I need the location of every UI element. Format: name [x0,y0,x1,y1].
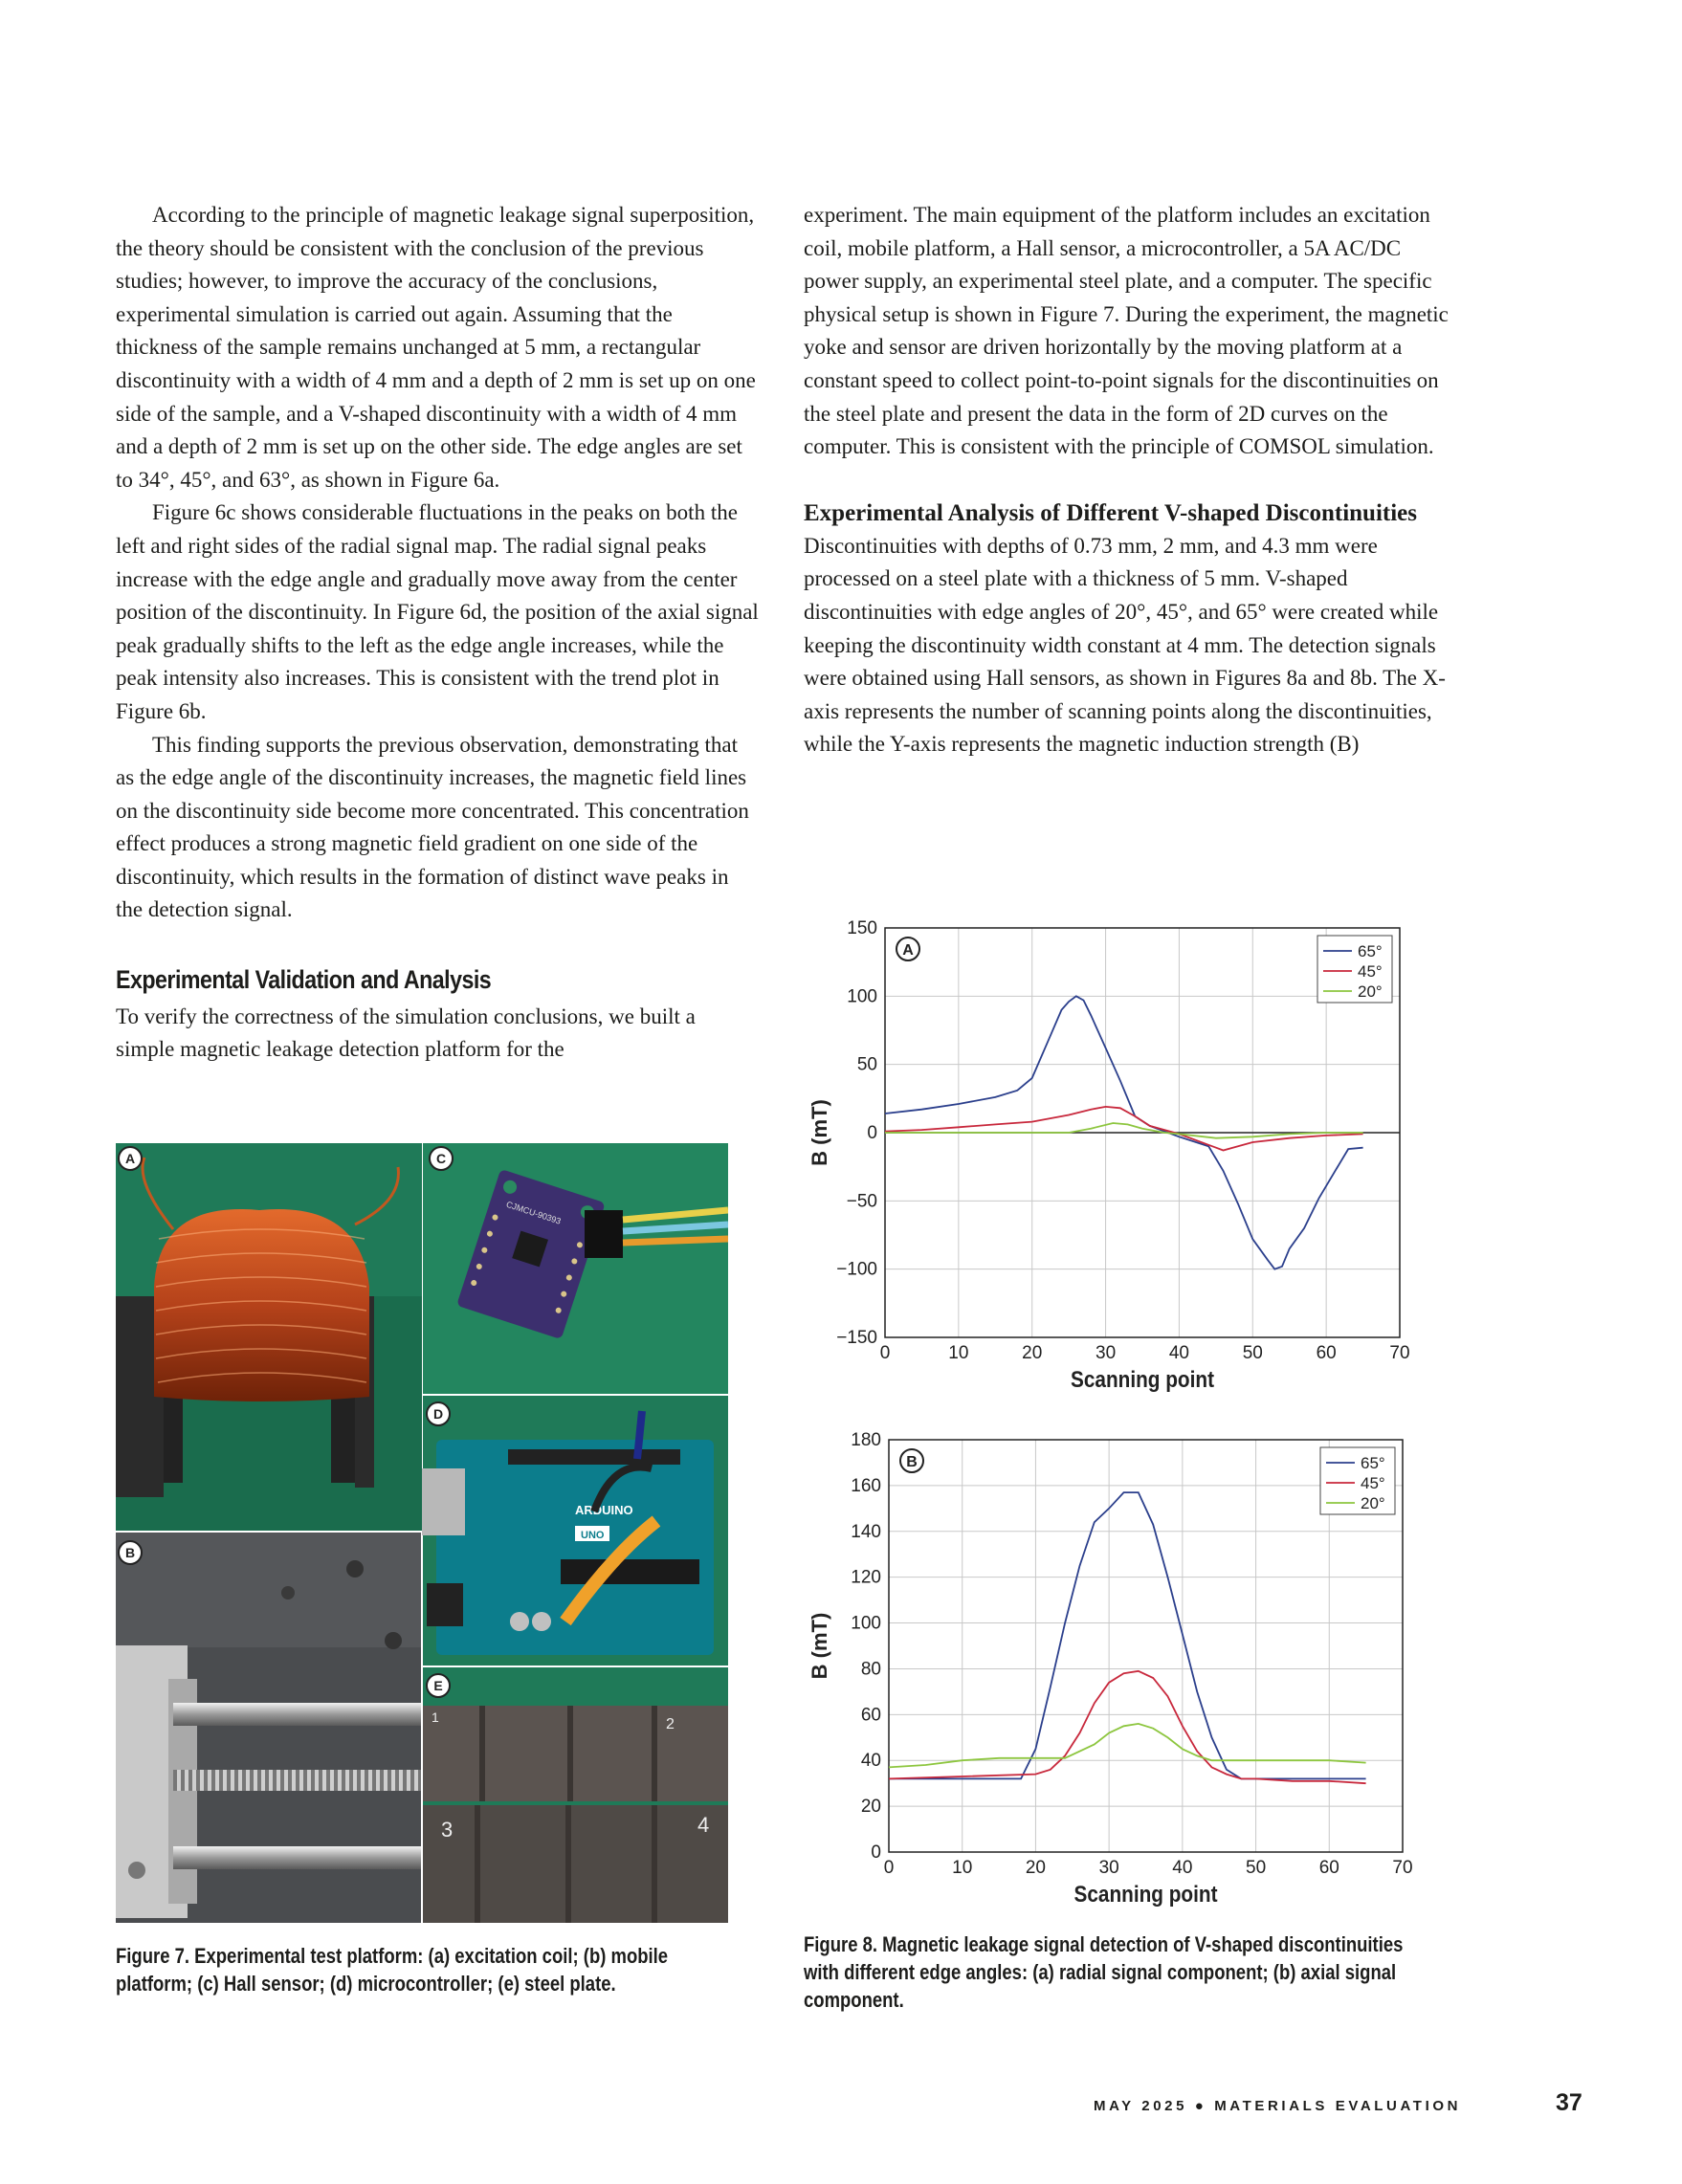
figure8-caption: Figure 8. Magnetic leakage signal detection of V-shaped discontinuities with different edge angles: (a) radial signal component; (b) axial signal component. [804,1932,1404,2012]
x-axis-label: Scanning point [1071,1367,1214,1393]
page-number: 37 [1556,2089,1582,2116]
x-axis-label: Scanning point [1073,1882,1218,1908]
y-tick-label: 60 [860,1705,881,1726]
body-paragraph: Discontinuities with depths of 0.73 mm, 2 mm, and 4.3 mm were processed on a steel plate with a thickness of 5 mm. V-shaped discontinuities with edge angles of 20°, 45°, and 65° were created while keeping the discontinuity width constant at 4 mm. The detection signals were obtained using Hall sensors, as shown in Figures 8a and 8b. The X-axis represents the number of scanning points along the discontinuities, while the Y-axis represents the magnetic induction strength (B) [804,533,1446,757]
legend-label: 20° [1361,1494,1385,1512]
y-axis-label: B (mT) [808,1612,831,1680]
x-tick-label: 70 [1389,1343,1410,1363]
y-tick-label: 100 [847,986,877,1007]
running-footer: MAY 2025 ● MATERIALS EVALUATION [1094,2098,1462,2114]
board-model: UNO [581,1530,605,1541]
series-line-20deg [885,1123,1363,1138]
y-axis-label: B (mT) [808,1099,831,1166]
series-line-45deg [889,1671,1366,1783]
y-tick-label: 0 [871,1842,881,1863]
y-tick-label: 120 [851,1567,881,1588]
series-line-45deg [885,1107,1363,1151]
legend-label: 65° [1361,1454,1385,1472]
board-label: ARDUINO [575,1503,633,1517]
series-line-65deg [889,1492,1366,1778]
legend-label: 65° [1358,942,1383,960]
legend-label: 45° [1361,1474,1385,1492]
y-tick-label: 80 [860,1659,881,1680]
panel-badge-d: D [432,1406,444,1422]
y-tick-label: 50 [856,1054,877,1075]
figure8a-chart [804,918,1426,1411]
body-paragraph: To verify the correctness of the simulation conclusions, we built a simple magnetic leakage detection platform for the [116,1004,696,1062]
figure7-photo-panel [116,1143,728,1923]
y-tick-label: 20 [860,1797,881,1818]
x-tick-label: 60 [1318,1858,1339,1878]
y-tick-label: 140 [851,1521,881,1542]
x-tick-label: 20 [1022,1343,1043,1363]
panel-badge-label: A [902,942,914,959]
x-tick-label: 10 [952,1858,973,1878]
panel-e-steel-plate-photo [423,1667,728,1923]
right-column [804,199,1458,761]
legend-label: 20° [1358,982,1383,1001]
x-tick-label: 40 [1172,1858,1193,1878]
legend-label: 45° [1358,962,1383,981]
x-tick-label: 30 [1098,1858,1119,1878]
y-tick-label: 150 [847,918,877,938]
body-paragraph: Figure 6c shows considerable fluctuations in the peaks on both the left and right sides of the radial signal map. The radial signal peaks increase with the edge angle and gradually move away from the center position of the discontinuity. In Figure 6d, the position of the axial signal peak gradually shifts to the left as the edge angle increases, while the peak intensity also increases. This is consistent with the trend plot in Figure 6b. [116,500,759,723]
y-tick-label: 180 [851,1430,881,1450]
subsection-heading: Experimental Analysis of Different V-shaped Discontinuities [804,499,1417,526]
panel-badge-c: C [435,1151,447,1166]
y-tick-label: 160 [851,1475,881,1496]
x-tick-label: 20 [1025,1858,1046,1878]
plate-number: 1 [432,1710,439,1725]
plate-number: 2 [666,1716,675,1732]
x-tick-label: 30 [1096,1343,1117,1363]
figure7-photos [116,1143,728,1923]
panel-badge-label: B [906,1454,918,1470]
left-column [116,199,759,1067]
x-tick-label: 0 [879,1343,891,1363]
body-paragraph: experiment. The main equipment of the platform includes an excitation coil, mobile platform, a Hall sensor, a microcontroller, a 5A AC/DC power supply, an experimental steel plate, and a computer. The specific physical setup is shown in Figure 7. During the experiment, the magnetic yoke and sensor are driven horizontally by the moving platform at a constant speed to collect point-to-point signals for the discontinuities on the steel plate and present the data in the form of 2D curves on the computer. This is consistent with the principle of COMSOL simulation. [804,203,1449,459]
x-tick-label: 50 [1246,1858,1267,1878]
y-tick-label: −150 [836,1328,877,1348]
x-tick-label: 50 [1242,1343,1263,1363]
plate-number: 3 [441,1818,454,1842]
panel-d-microcontroller-photo [422,1396,728,1666]
body-paragraph: This finding supports the previous observation, demonstrating that as the edge angle of the discontinuity increases, the magnetic field lines on the discontinuity side become more concentrated. This concentration effect produces a strong magnetic field gradient on one side of the discontinuity, which results in the formation of distinct wave peaks in the detection signal. [116,732,749,922]
body-paragraph: According to the principle of magnetic leakage signal superposition, the theory should be consistent with the conclusion of the previous studies; however, to improve the accuracy of the conclusions, experimental simulation is carried out again. Assuming that the thickness of the sample remains unchanged at 5 mm, a rectangular discontinuity with a width of 4 mm and a depth of 2 mm is set up on one side of the sample, and a V-shaped discontinuity with a width of 4 mm and a depth of 2 mm is set up on the other side. The edge angles are set to 34°, 45°, and 63°, as shown in Figure 6a. [116,203,756,492]
x-tick-label: 0 [883,1858,895,1878]
y-tick-label: 100 [851,1613,881,1634]
sensor-label: CJMCU-90393 [504,1199,563,1226]
figure8b-chart [804,1430,1426,1923]
x-tick-label: 10 [948,1343,969,1363]
panel-c-hall-sensor-photo [423,1143,728,1394]
y-tick-label: 40 [860,1751,881,1772]
section-heading: Experimental Validation and Analysis [116,965,492,995]
x-tick-label: 40 [1168,1343,1189,1363]
plate-number: 4 [697,1813,710,1837]
panel-badge-a: A [124,1151,136,1166]
x-tick-label: 60 [1316,1343,1337,1363]
panel-a-coil-photo [116,1143,422,1531]
panel-badge-b: B [124,1545,136,1560]
x-tick-label: 70 [1392,1858,1413,1878]
y-tick-label: 0 [867,1123,877,1143]
panel-badge-e: E [433,1678,443,1693]
figure7-caption: Figure 7. Experimental test platform: (a) excitation coil; (b) mobile platform; (c) Hall sensor; (d) microcontroller; (e) steel plate. [116,1944,669,1996]
y-tick-label: −100 [836,1259,877,1280]
y-tick-label: −50 [846,1191,877,1212]
panel-b-mobile-platform-photo [116,1533,421,1923]
